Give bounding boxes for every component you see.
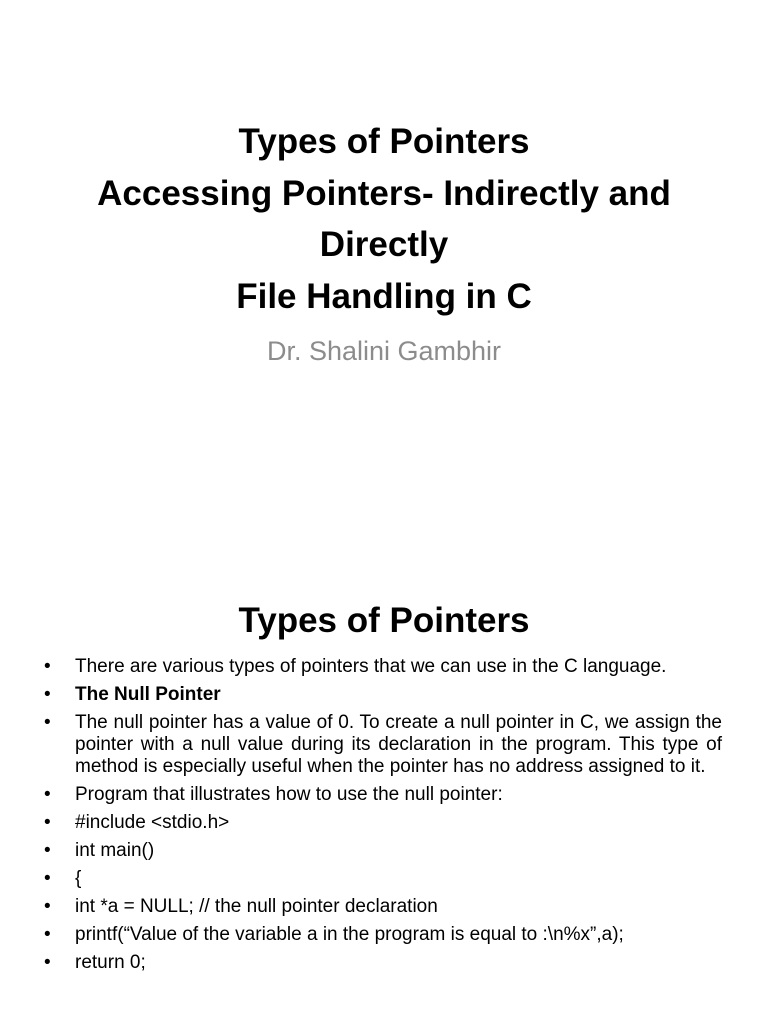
bullet-text: There are various types of pointers that we can use in the C language. (75, 656, 667, 677)
bullet-item (40, 924, 722, 946)
bullet-marker: • (44, 712, 51, 733)
content-slide (0, 585, 768, 1024)
bullet-item (40, 784, 722, 806)
author-subtitle: Dr. Shalini Gambhir (266, 336, 502, 366)
bullet-text: Program that illustrates how to use the null pointer: (75, 784, 503, 805)
bullet-marker: • (44, 868, 51, 889)
bullet-item (40, 952, 722, 974)
title-line: Types of Pointers (238, 122, 530, 161)
bullet-text: int *a = NULL; // the null pointer declaration (75, 896, 438, 917)
bullet-text: int main() (75, 840, 155, 861)
bullet-item (40, 656, 722, 678)
bullet-item (40, 840, 722, 862)
bullet-item (40, 868, 722, 890)
bullet-marker: • (44, 784, 51, 805)
bullet-marker: • (44, 656, 51, 677)
bullet-marker: • (44, 924, 51, 945)
bullet-marker: • (44, 840, 51, 861)
bullet-item (40, 896, 722, 918)
title-line: Accessing Pointers- Indirectly and (97, 173, 671, 213)
bullet-text: { (75, 868, 82, 889)
bullet-marker: • (44, 684, 51, 705)
content-slide-title: Types of Pointers (238, 601, 530, 640)
bullet-list (40, 656, 722, 980)
bullet-text: return 0; (75, 952, 146, 973)
bullet-text: The null pointer has a value of 0. To create a null pointer in C, we assign the pointer with a null value during its declaration in the program. This type of method is especially useful when the pointer has no address assigned to it. (75, 712, 722, 777)
slide-title (40, 116, 728, 322)
bullet-text: printf(“Value of the variable a in the program is equal to :\n%x”,a); (75, 924, 624, 945)
title-line: Directly (319, 225, 449, 264)
bullet-item (40, 812, 722, 834)
title-line: File Handling in C (236, 276, 532, 316)
bullet-marker: • (44, 952, 51, 973)
bullet-marker: • (44, 896, 51, 917)
bullet-text: The Null Pointer (75, 684, 221, 705)
bullet-item (40, 684, 722, 706)
bullet-text: #include <stdio.h> (75, 812, 230, 833)
bullet-marker: • (44, 812, 51, 833)
bullet-item (40, 712, 722, 778)
